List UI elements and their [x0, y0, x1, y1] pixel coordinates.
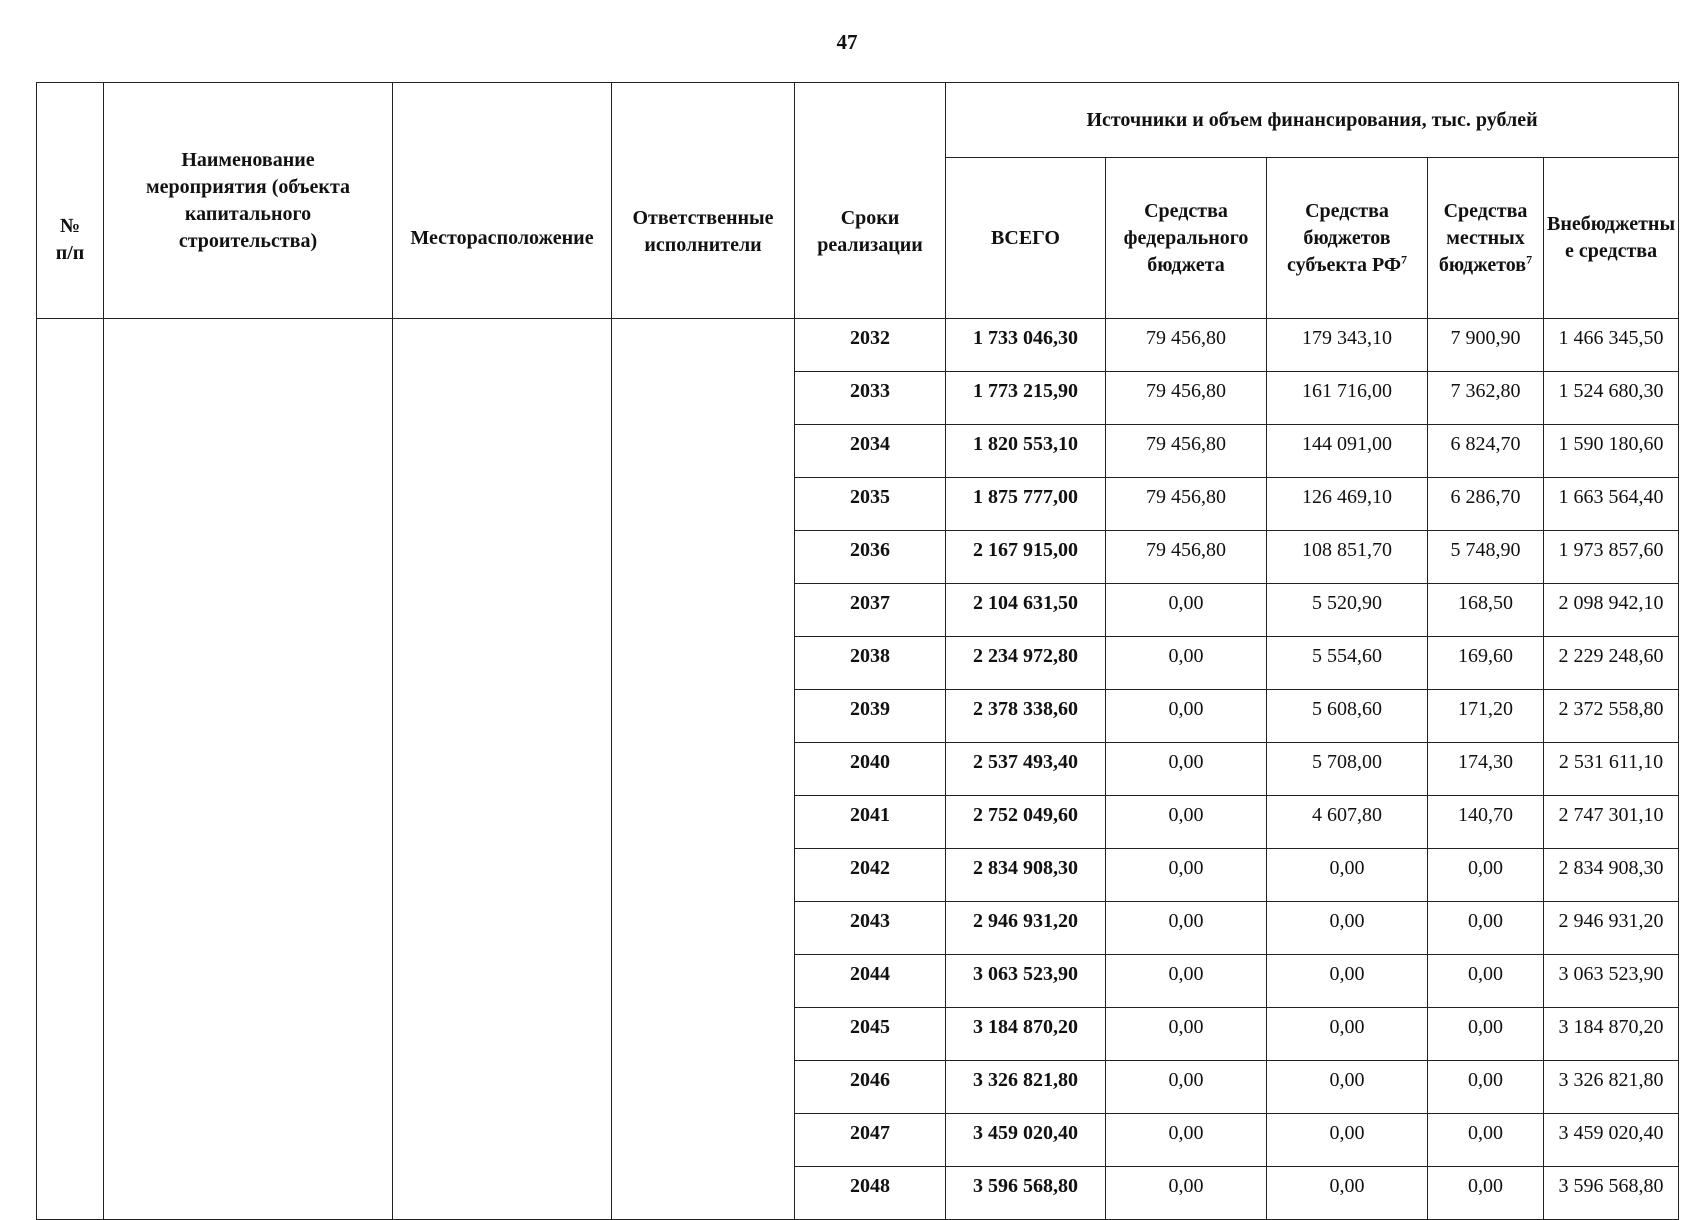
federal-cell: 79 456,80 — [1106, 478, 1267, 531]
extra-cell: 2 834 908,30 — [1544, 849, 1679, 902]
header-subject — [1267, 158, 1428, 319]
total-cell: 2 946 931,20 — [946, 902, 1106, 955]
subject-cell: 0,00 — [1267, 1061, 1428, 1114]
subject-cell: 0,00 — [1267, 1114, 1428, 1167]
extra-cell: 2 747 301,10 — [1544, 796, 1679, 849]
subject-cell: 161 716,00 — [1267, 372, 1428, 425]
local-cell: 0,00 — [1428, 1167, 1544, 1220]
local-cell: 0,00 — [1428, 955, 1544, 1008]
header-extra: Внебюджетные средства — [1544, 158, 1679, 319]
total-cell: 3 459 020,40 — [946, 1114, 1106, 1167]
year-cell: 2046 — [795, 1061, 946, 1114]
federal-cell: 0,00 — [1106, 902, 1267, 955]
local-cell: 0,00 — [1428, 849, 1544, 902]
extra-cell: 2 372 558,80 — [1544, 690, 1679, 743]
total-cell: 2 537 493,40 — [946, 743, 1106, 796]
page-number: 47 — [836, 30, 858, 54]
total-cell: 2 167 915,00 — [946, 531, 1106, 584]
federal-cell: 79 456,80 — [1106, 372, 1267, 425]
local-cell: 169,60 — [1428, 637, 1544, 690]
header-subject-footnote: 7 — [1401, 251, 1408, 266]
subject-cell: 0,00 — [1267, 849, 1428, 902]
year-cell: 2040 — [795, 743, 946, 796]
total-cell: 2 104 631,50 — [946, 584, 1106, 637]
local-cell: 0,00 — [1428, 902, 1544, 955]
local-cell: 6 286,70 — [1428, 478, 1544, 531]
extra-cell: 3 596 568,80 — [1544, 1167, 1679, 1220]
year-cell: 2041 — [795, 796, 946, 849]
year-cell: 2032 — [795, 319, 946, 372]
federal-cell: 0,00 — [1106, 955, 1267, 1008]
table-header — [37, 83, 1679, 319]
subject-cell: 0,00 — [1267, 1008, 1428, 1061]
local-cell: 0,00 — [1428, 1008, 1544, 1061]
extra-cell: 2 946 931,20 — [1544, 902, 1679, 955]
subject-cell: 144 091,00 — [1267, 425, 1428, 478]
federal-cell: 79 456,80 — [1106, 531, 1267, 584]
extra-cell: 1 466 345,50 — [1544, 319, 1679, 372]
subject-cell: 179 343,10 — [1267, 319, 1428, 372]
extra-cell: 2 531 611,10 — [1544, 743, 1679, 796]
year-cell: 2035 — [795, 478, 946, 531]
header-period: Сроки реализации — [795, 83, 946, 319]
total-cell: 3 326 821,80 — [946, 1061, 1106, 1114]
local-cell: 140,70 — [1428, 796, 1544, 849]
total-cell: 3 184 870,20 — [946, 1008, 1106, 1061]
subject-cell: 4 607,80 — [1267, 796, 1428, 849]
federal-cell: 0,00 — [1106, 743, 1267, 796]
header-total: ВСЕГО — [946, 158, 1106, 319]
local-cell: 168,50 — [1428, 584, 1544, 637]
header-federal: Средства федерального бюджета — [1106, 158, 1267, 319]
federal-cell: 0,00 — [1106, 1167, 1267, 1220]
header-num: № п/п — [37, 83, 104, 319]
year-cell: 2043 — [795, 902, 946, 955]
year-cell: 2045 — [795, 1008, 946, 1061]
federal-cell: 0,00 — [1106, 637, 1267, 690]
year-cell: 2036 — [795, 531, 946, 584]
extra-cell: 1 524 680,30 — [1544, 372, 1679, 425]
total-cell: 1 875 777,00 — [946, 478, 1106, 531]
header-local — [1428, 158, 1544, 319]
header-subject-label: Средства бюджетов субъекта РФ — [1286, 199, 1402, 276]
total-cell: 3 063 523,90 — [946, 955, 1106, 1008]
total-cell: 2 234 972,80 — [946, 637, 1106, 690]
year-cell: 2039 — [795, 690, 946, 743]
total-cell: 2 834 908,30 — [946, 849, 1106, 902]
federal-cell: 0,00 — [1106, 1114, 1267, 1167]
subject-cell: 5 554,60 — [1267, 637, 1428, 690]
local-cell: 7 362,80 — [1428, 372, 1544, 425]
empty-location-cell — [393, 319, 612, 1220]
empty-name-cell — [104, 319, 393, 1220]
header-sources: Источники и объем финансирования, тыс. рублей — [946, 83, 1679, 158]
year-cell: 2044 — [795, 955, 946, 1008]
empty-responsible-cell — [612, 319, 795, 1220]
extra-cell: 1 590 180,60 — [1544, 425, 1679, 478]
extra-cell: 3 063 523,90 — [1544, 955, 1679, 1008]
local-cell: 0,00 — [1428, 1114, 1544, 1167]
federal-cell: 0,00 — [1106, 1008, 1267, 1061]
federal-cell: 0,00 — [1106, 690, 1267, 743]
subject-cell: 0,00 — [1267, 955, 1428, 1008]
header-location: Месторасположение — [393, 83, 612, 319]
subject-cell: 0,00 — [1267, 902, 1428, 955]
total-cell: 1 733 046,30 — [946, 319, 1106, 372]
extra-cell: 1 663 564,40 — [1544, 478, 1679, 531]
header-local-label: Средства местных бюджетов — [1438, 199, 1528, 276]
table-row — [37, 319, 1679, 372]
header-name: Наименование мероприятия (объекта капитального строительства) — [104, 83, 393, 319]
year-cell: 2042 — [795, 849, 946, 902]
year-cell: 2038 — [795, 637, 946, 690]
year-cell: 2033 — [795, 372, 946, 425]
financing-table — [36, 82, 1679, 1220]
extra-cell: 3 326 821,80 — [1544, 1061, 1679, 1114]
local-cell: 6 824,70 — [1428, 425, 1544, 478]
extra-cell: 2 098 942,10 — [1544, 584, 1679, 637]
federal-cell: 0,00 — [1106, 1061, 1267, 1114]
local-cell: 5 748,90 — [1428, 531, 1544, 584]
extra-cell: 1 973 857,60 — [1544, 531, 1679, 584]
empty-num-cell — [37, 319, 104, 1220]
extra-cell: 2 229 248,60 — [1544, 637, 1679, 690]
table-body — [37, 319, 1679, 1220]
total-cell: 3 596 568,80 — [946, 1167, 1106, 1220]
year-cell: 2037 — [795, 584, 946, 637]
subject-cell: 5 708,00 — [1267, 743, 1428, 796]
header-responsible: Ответственные исполнители — [612, 83, 795, 319]
subject-cell: 126 469,10 — [1267, 478, 1428, 531]
header-local-footnote: 7 — [1526, 251, 1533, 266]
total-cell: 2 378 338,60 — [946, 690, 1106, 743]
federal-cell: 0,00 — [1106, 849, 1267, 902]
federal-cell: 0,00 — [1106, 796, 1267, 849]
subject-cell: 5 520,90 — [1267, 584, 1428, 637]
extra-cell: 3 184 870,20 — [1544, 1008, 1679, 1061]
total-cell: 1 820 553,10 — [946, 425, 1106, 478]
federal-cell: 0,00 — [1106, 584, 1267, 637]
subject-cell: 5 608,60 — [1267, 690, 1428, 743]
subject-cell: 108 851,70 — [1267, 531, 1428, 584]
local-cell: 171,20 — [1428, 690, 1544, 743]
extra-cell: 3 459 020,40 — [1544, 1114, 1679, 1167]
year-cell: 2034 — [795, 425, 946, 478]
year-cell: 2047 — [795, 1114, 946, 1167]
year-cell: 2048 — [795, 1167, 946, 1220]
local-cell: 0,00 — [1428, 1061, 1544, 1114]
federal-cell: 79 456,80 — [1106, 319, 1267, 372]
federal-cell: 79 456,80 — [1106, 425, 1267, 478]
total-cell: 2 752 049,60 — [946, 796, 1106, 849]
total-cell: 1 773 215,90 — [946, 372, 1106, 425]
local-cell: 7 900,90 — [1428, 319, 1544, 372]
subject-cell: 0,00 — [1267, 1167, 1428, 1220]
local-cell: 174,30 — [1428, 743, 1544, 796]
